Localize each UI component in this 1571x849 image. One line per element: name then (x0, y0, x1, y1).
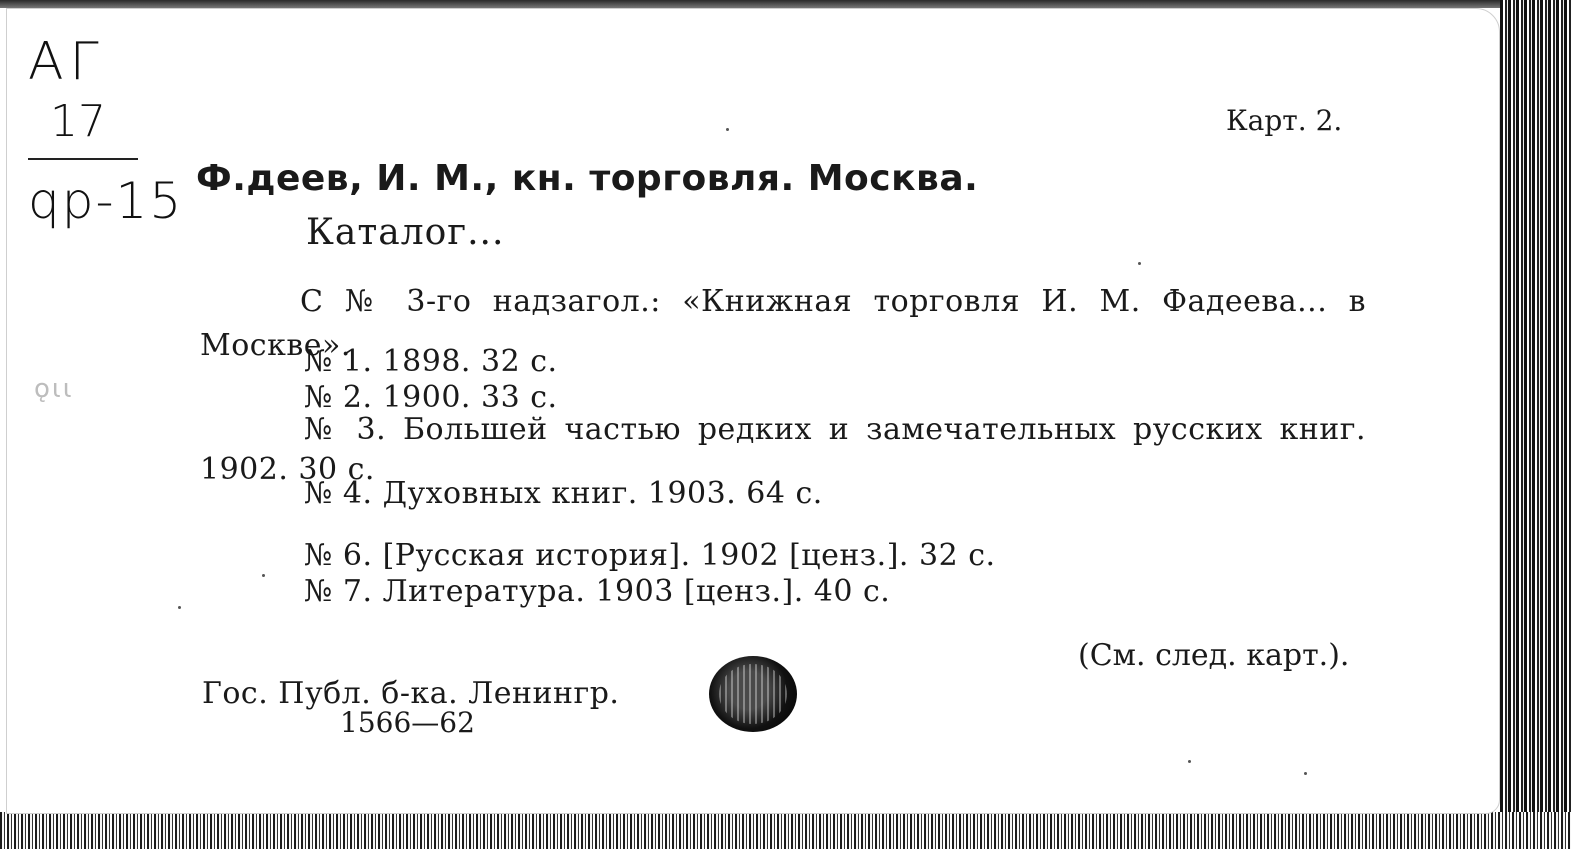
scan-speck (1304, 772, 1307, 775)
handwritten-shelfmark-letters: АГ (28, 32, 105, 92)
scan-speck (726, 128, 729, 131)
catalog-issue-6: № 6. [Русская история]. 1902 [ценз.]. 32 с. (304, 538, 996, 573)
card-heading: Ф.деев, И. М., кн. торговля. Москва. (196, 158, 979, 199)
library-stamp (709, 656, 797, 732)
library-code: 1566—62 (340, 706, 475, 739)
scan-speck (262, 574, 265, 577)
card-subtitle: Каталог... (306, 212, 505, 253)
catalog-issue-3: № 3. Большей частью редких и замечательных русских книг. 1902. 30 с. (200, 412, 1366, 487)
handwritten-divider (28, 158, 138, 160)
catalog-issue-1: № 1. 1898. 32 с. (304, 344, 558, 379)
handwritten-shelfmark-number: 17 (50, 96, 106, 147)
scan-border-right (1500, 0, 1571, 849)
catalog-issue-7: № 7. Литература. 1903 [ценз.]. 40 с. (304, 574, 891, 609)
scan-border-top (0, 0, 1571, 8)
see-next-card: (См. след. карт.). (1078, 638, 1350, 673)
catalog-issue-4: № 4. Духовных книг. 1903. 64 с. (304, 476, 823, 511)
faint-handwritten-mark: ǫɩɩ (34, 374, 74, 404)
scan-speck (1188, 760, 1191, 763)
handwritten-code: qp-15 (28, 172, 184, 230)
catalog-issue-2: № 2. 1900. 33 с. (304, 380, 558, 415)
library-name: Гос. Публ. б-ка. Ленингр. (202, 676, 620, 711)
scan-speck (1138, 262, 1141, 265)
scan-border-bottom (0, 812, 1571, 849)
card-note: С № 3-го надзагол.: «Книжная торговля И. М. Фадеева... в Москве». (200, 284, 1366, 363)
card-number: Карт. 2. (1226, 104, 1343, 137)
scan-speck (178, 606, 181, 609)
